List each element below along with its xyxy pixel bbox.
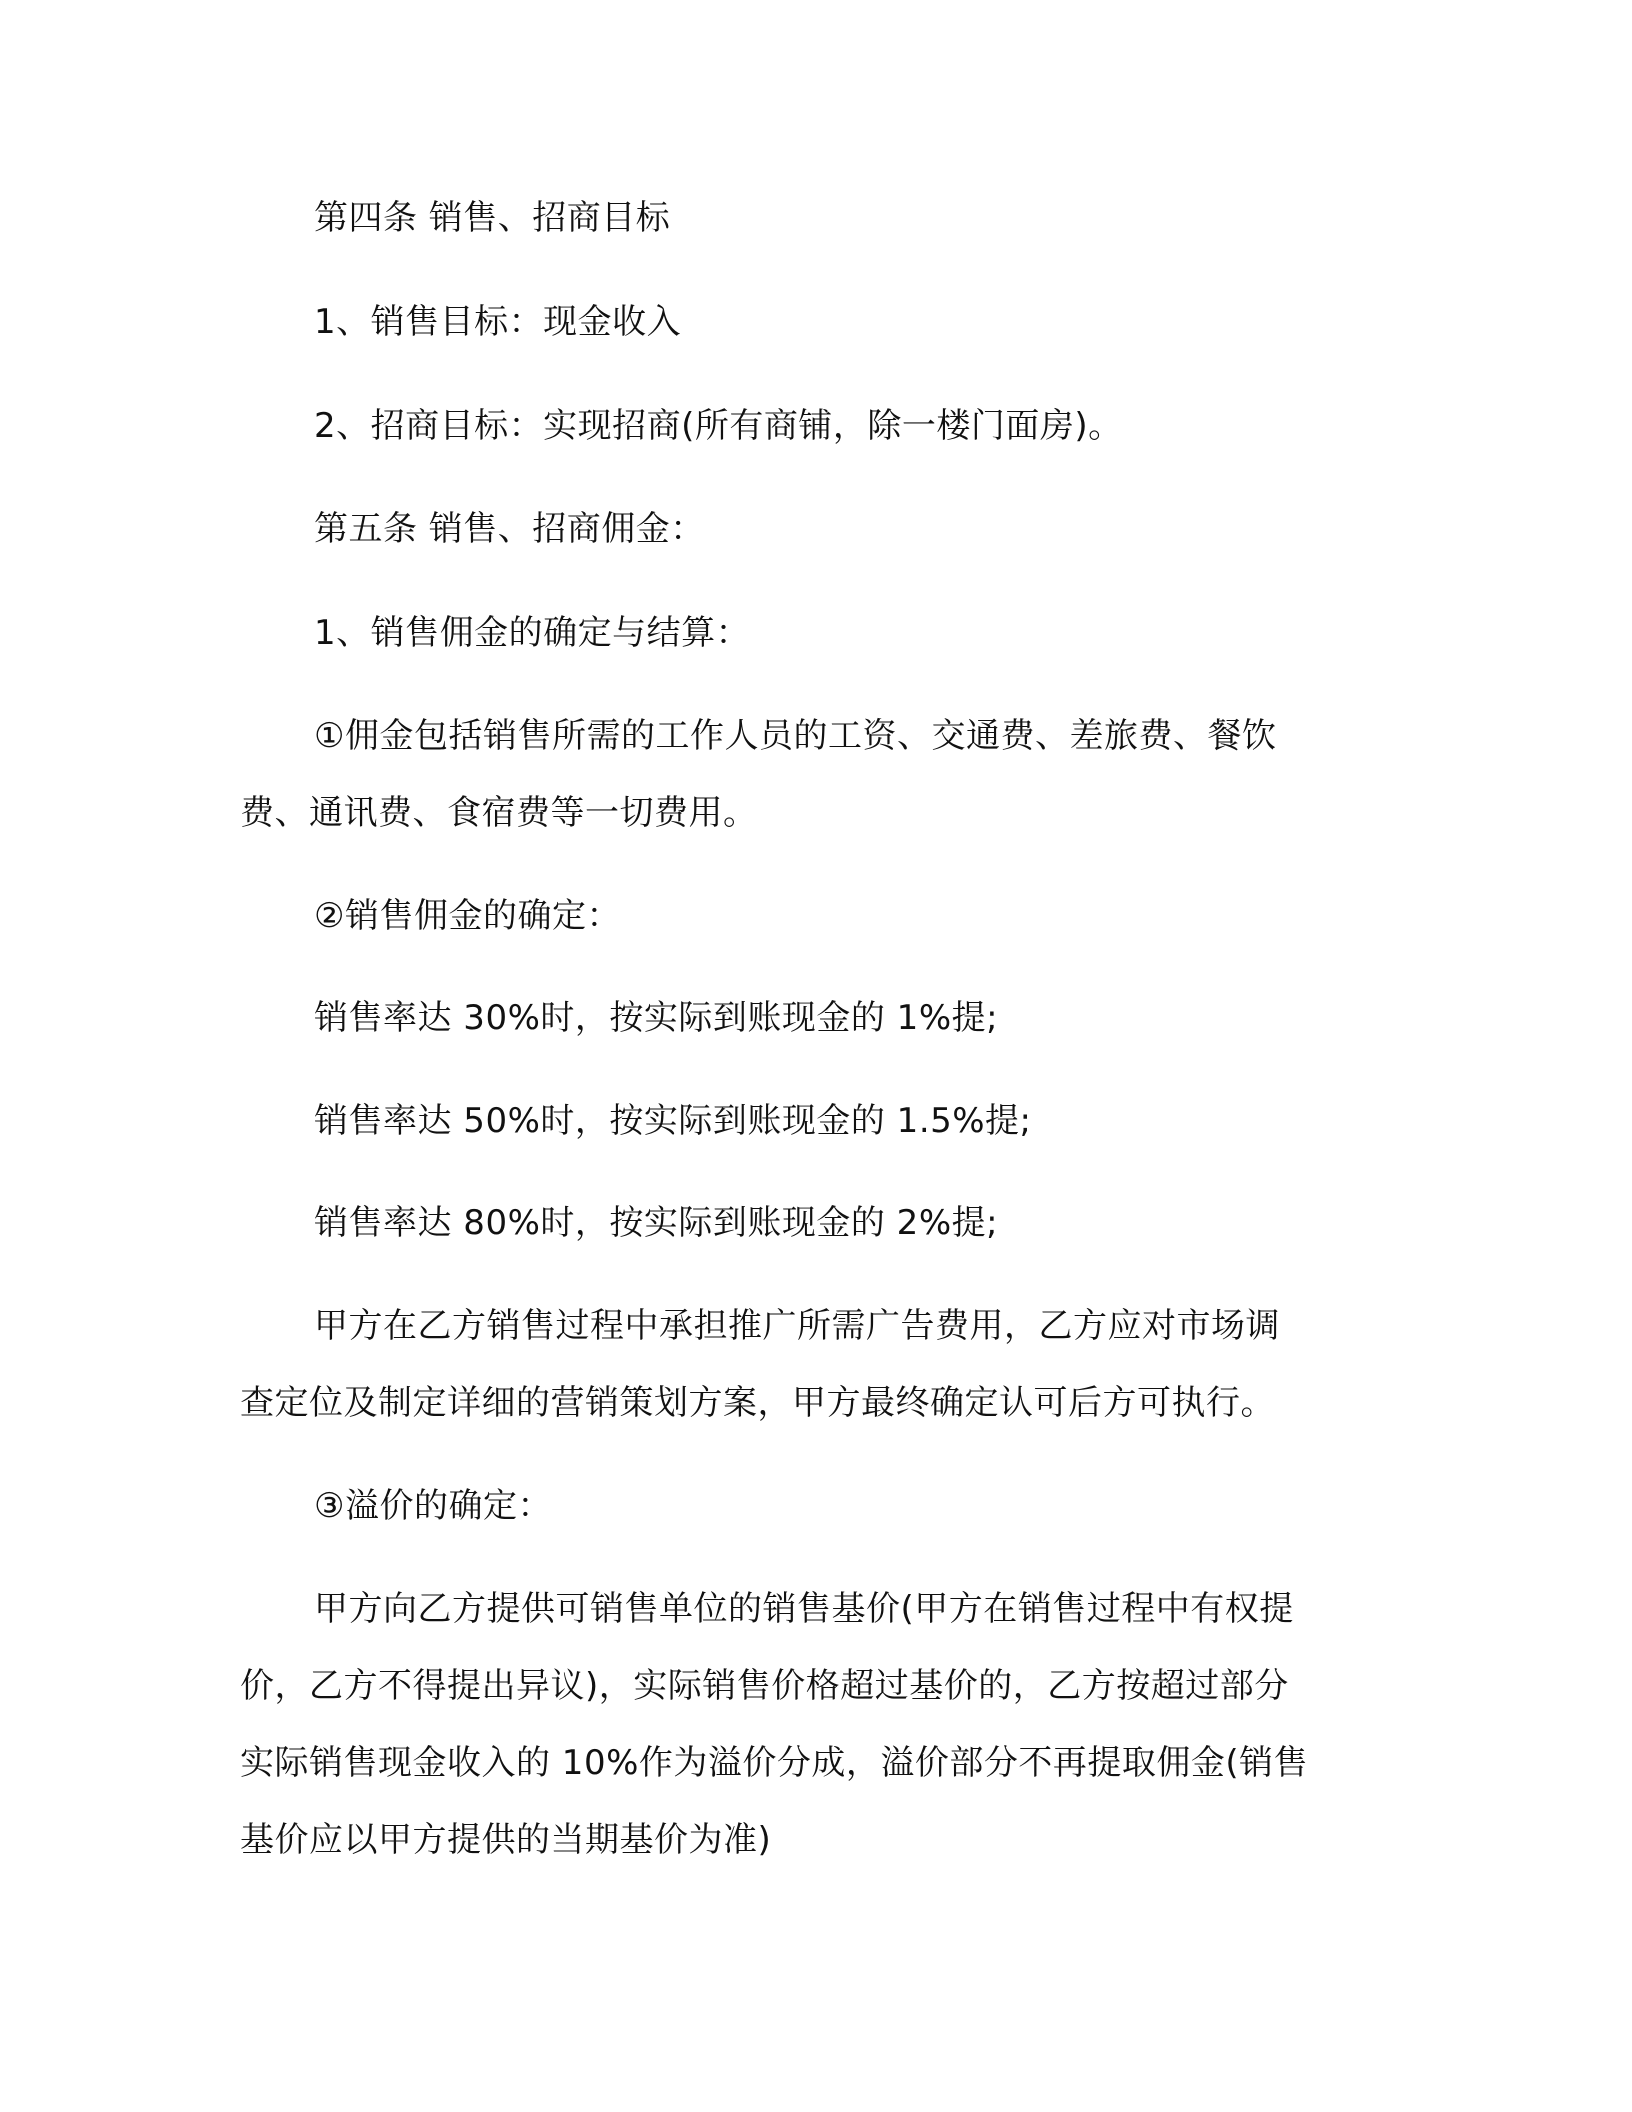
advertising-line-1: 甲方在乙方销售过程中承担推广所需广告费用，乙方应对市场调 [314, 1306, 1280, 1346]
sales-target: 1、销售目标：现金收入 [314, 302, 682, 342]
commission-determination-heading: ②销售佣金的确定： [314, 896, 621, 936]
commission-settlement-heading: 1、销售佣金的确定与结算： [314, 613, 751, 653]
rate-30-percent: 销售率达 30%时，按实际到账现金的 1%提; [314, 998, 999, 1038]
premium-line-1: 甲方向乙方提供可销售单位的销售基价(甲方在销售过程中有权提 [314, 1589, 1294, 1629]
premium-line-4: 基价应以甲方提供的当期基价为准) [240, 1820, 772, 1860]
advertising-line-2: 查定位及制定详细的营销策划方案，甲方最终确定认可后方可执行。 [240, 1383, 1275, 1423]
commission-scope-line-2: 费、通讯费、食宿费等一切费用。 [240, 793, 758, 833]
document-page [240, 0, 1390, 2112]
premium-line-3: 实际销售现金收入的 10%作为溢价分成，溢价部分不再提取佣金(销售 [240, 1743, 1309, 1783]
rate-50-percent: 销售率达 50%时，按实际到账现金的 1.5%提; [314, 1101, 1032, 1141]
premium-line-2: 价，乙方不得提出异议)，实际销售价格超过基价的，乙方按超过部分 [240, 1666, 1289, 1706]
rate-80-percent: 销售率达 80%时，按实际到账现金的 2%提; [314, 1203, 999, 1243]
premium-heading: ③溢价的确定： [314, 1486, 552, 1526]
article-5-heading: 第五条 销售、招商佣金： [314, 509, 705, 549]
leasing-target: 2、招商目标：实现招商(所有商铺，除一楼门面房)。 [314, 406, 1123, 446]
article-4-heading: 第四条 销售、招商目标 [314, 198, 671, 238]
commission-scope-line-1: ①佣金包括销售所需的工作人员的工资、交通费、差旅费、餐饮 [314, 716, 1277, 756]
